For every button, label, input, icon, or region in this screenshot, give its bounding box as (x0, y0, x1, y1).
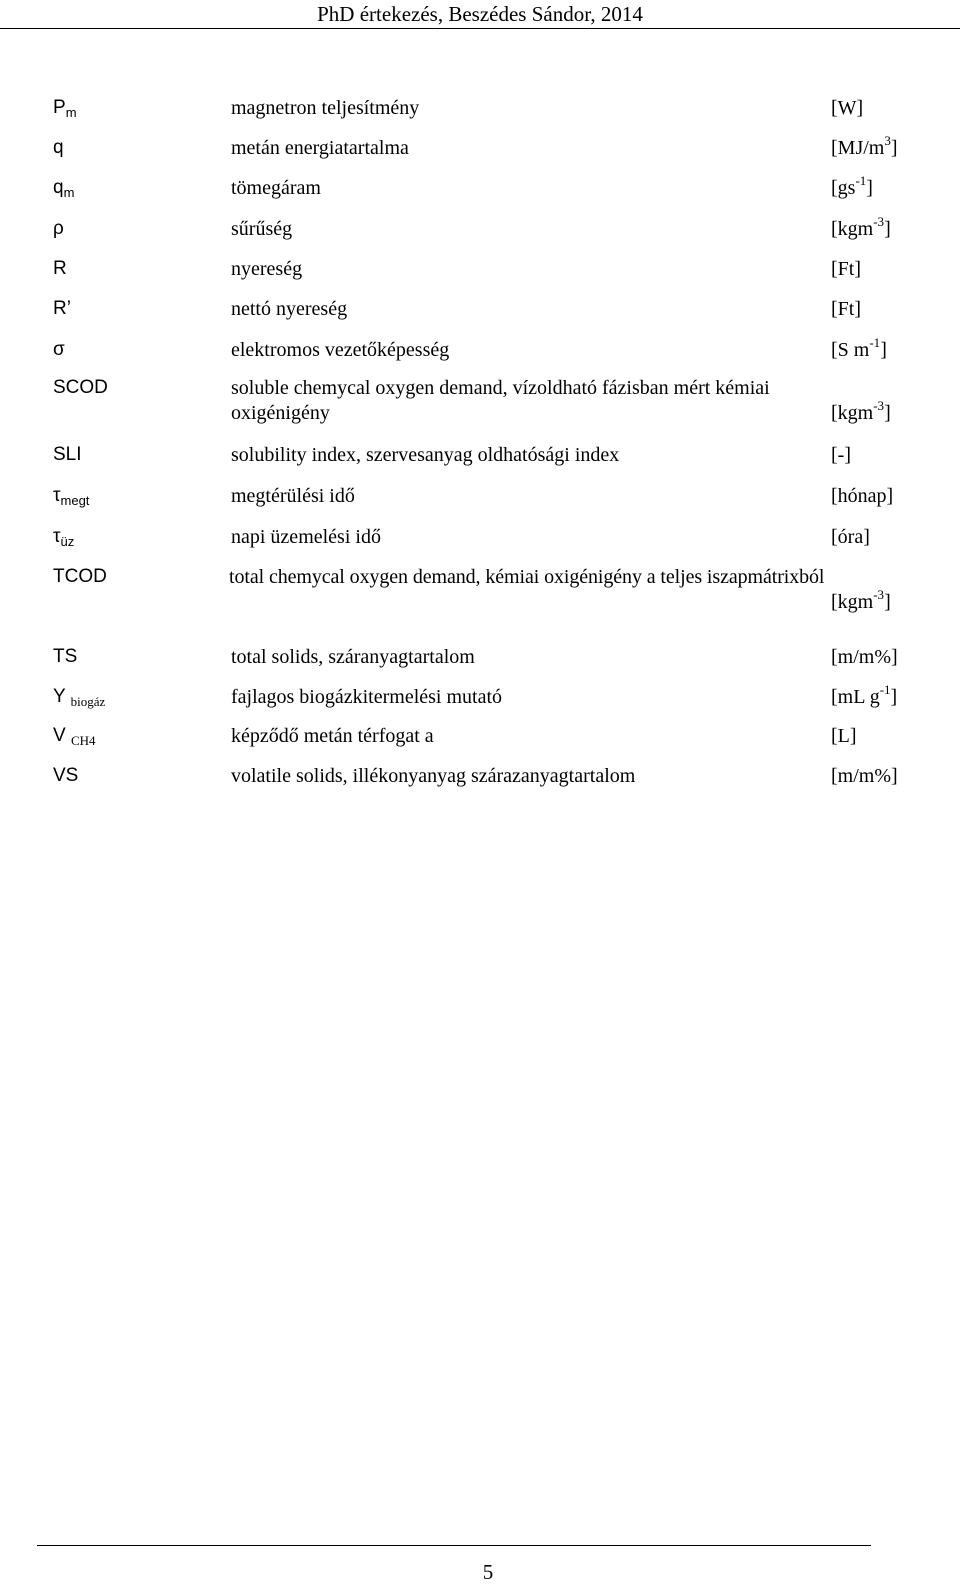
header-divider (0, 28, 960, 29)
symbol-description: soluble chemycal oxygen demand, vízoldható fázisban mért kémiai (231, 377, 770, 399)
symbol-description: nyereség (231, 258, 303, 280)
symbol: R (53, 258, 67, 279)
symbol-unit: [m/m%] (831, 765, 898, 787)
symbol: $\tau_{megt}$ (53, 485, 90, 508)
symbol: $P_m$ (53, 97, 77, 120)
symbol-description: fajlagos biogázkitermelési mutató (231, 686, 503, 708)
symbol-unit: [S $m^{-1}$] (831, 335, 887, 361)
symbol: VS (53, 765, 79, 786)
page-header: PhD értekezés, Beszédes Sándor, 2014 (317, 2, 643, 26)
symbol-unit: [-] (831, 444, 851, 466)
page-number: 5 (482, 1560, 494, 1584)
symbol: TCOD (53, 566, 107, 587)
symbol-description: nettó nyereség (231, 298, 348, 320)
symbol-description: total chemycal oxygen demand, kémiai oxigénigény a teljes iszapmátrixból (229, 566, 825, 588)
symbol-description: napi üzemelési idő (231, 526, 381, 548)
symbol: V $_{CH4}$ (53, 725, 96, 748)
symbol: q (53, 137, 64, 158)
symbol-unit: [kgm$^{-3}$] (831, 398, 891, 424)
symbol-unit: [m/m%] (831, 646, 898, 668)
symbol-description: solubility index, szervesanyag oldhatósági index (231, 444, 620, 466)
symbol-row (0, 376, 960, 426)
symbol-description: volatile solids, illékonyanyag szárazanyagtartalom (231, 765, 636, 787)
symbol-description: elektromos vezetőképesség (231, 339, 450, 361)
symbol: SCOD (53, 377, 108, 398)
symbol-unit: [Ft] (831, 258, 861, 280)
symbol: σ (53, 339, 65, 360)
symbol-description: tömegáram (231, 177, 321, 199)
symbol: $q_m$ (53, 177, 75, 200)
symbol: TS (53, 646, 78, 667)
footer-divider (37, 1545, 871, 1546)
symbol-row (0, 565, 960, 615)
symbol-unit: [mL $g^{-1}$] (831, 682, 898, 708)
symbol-unit: [L] (831, 725, 857, 747)
symbol-unit: [kgm$^{-3}$] (831, 587, 891, 613)
symbol: SLI (53, 444, 82, 465)
symbol-description: megtérülési idő (231, 485, 355, 507)
symbol-description: metán energiatartalma (231, 137, 409, 159)
symbol: Y $_{biogáz}$ (53, 686, 106, 709)
symbol: ρ (53, 218, 64, 239)
symbol-unit: [kgm$^{-3}$] (831, 214, 891, 240)
symbol-description-line2: oxigénigény (231, 402, 330, 424)
symbol-unit: [Ft] (831, 298, 861, 320)
symbol-unit: $[MJ/m^3]$ (831, 133, 898, 159)
symbol-description: magnetron teljesítmény (231, 97, 420, 119)
symbol-description: képződő metán térfogat a (231, 725, 434, 747)
symbol-description: total solids, száranyagtartalom (231, 646, 475, 668)
symbol: $\tau_{üz}$ (53, 526, 75, 549)
symbol: R’ (53, 298, 71, 319)
symbol-unit: $[gs^{-1}]$ (831, 173, 873, 199)
symbol-unit: [óra] (831, 526, 870, 548)
symbol-unit: [hónap] (831, 485, 894, 507)
symbol-unit: [W] (831, 97, 864, 119)
symbol-description: sűrűség (231, 218, 293, 240)
